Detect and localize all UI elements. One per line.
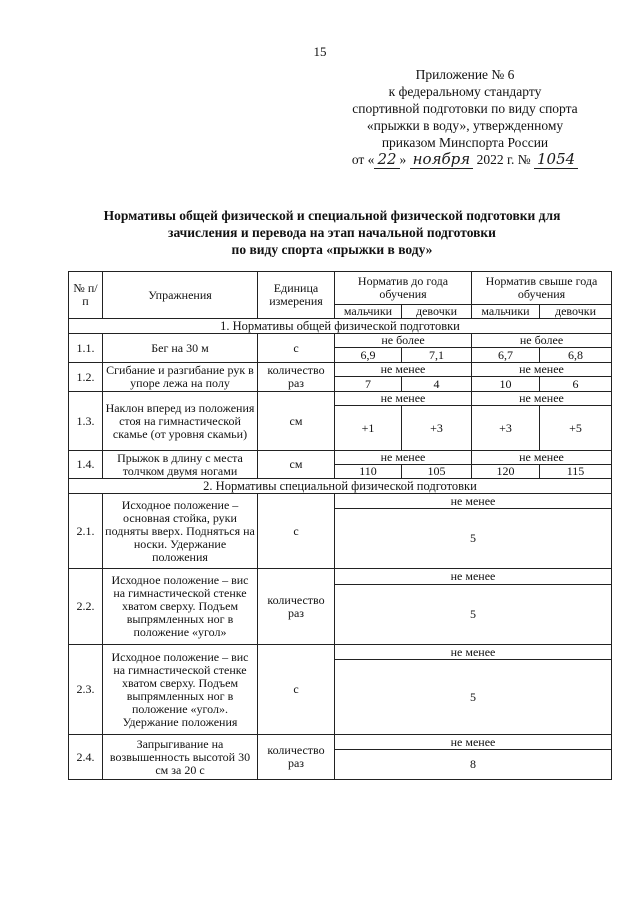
norm-condition: не более bbox=[472, 334, 612, 348]
norm-condition: не более bbox=[335, 334, 472, 348]
norm-condition: не менее bbox=[472, 363, 612, 377]
section-special-title: 2. Нормативы специальной физической подготовки bbox=[69, 479, 612, 494]
row-unit: с bbox=[258, 334, 335, 363]
page-number: 15 bbox=[313, 44, 327, 59]
handwritten-order-number: 1054 bbox=[534, 150, 578, 169]
norm-condition: не менее bbox=[472, 451, 612, 465]
norm-value: 5 bbox=[335, 660, 612, 735]
annex-block bbox=[340, 66, 590, 168]
title-line: Нормативы общей физической и специальной физической подготовки для bbox=[103, 208, 561, 223]
date-prefix: от « bbox=[351, 152, 375, 167]
annex-line: спортивной подготовки по виду спорта bbox=[352, 101, 578, 116]
row-exercise: Бег на 30 м bbox=[103, 334, 258, 363]
row-unit: с bbox=[258, 645, 335, 735]
value-boys-over-year: 10 bbox=[472, 377, 540, 392]
norm-condition: не менее bbox=[335, 735, 612, 750]
norm-condition: не менее bbox=[472, 392, 612, 406]
value-boys-over-year: +3 bbox=[472, 406, 540, 451]
annex-line: Приложение № 6 bbox=[415, 67, 515, 82]
row-unit: см bbox=[258, 451, 335, 479]
section-general-title: 1. Нормативы общей физической подготовки bbox=[69, 319, 612, 334]
norm-condition: не менее bbox=[335, 494, 612, 509]
handwritten-day: 22 bbox=[374, 150, 399, 169]
date-mid: » bbox=[399, 152, 407, 167]
value-boys-first-year: 7 bbox=[335, 377, 402, 392]
row-unit: с bbox=[258, 494, 335, 569]
row-unit: количество раз bbox=[258, 569, 335, 645]
value-girls-over-year: +5 bbox=[540, 406, 612, 451]
annex-line: приказом Минспорта России bbox=[381, 135, 549, 150]
annex-line: к федеральному стандарту bbox=[388, 84, 542, 99]
row-unit: количество раз bbox=[258, 363, 335, 392]
value-girls-over-year: 6,8 bbox=[540, 348, 612, 363]
norm-condition: не менее bbox=[335, 451, 472, 465]
value-boys-first-year: 6,9 bbox=[335, 348, 402, 363]
norm-value: 8 bbox=[335, 750, 612, 780]
value-boys-over-year: 120 bbox=[472, 465, 540, 479]
row-num: 2.1. bbox=[69, 494, 103, 569]
value-girls-first-year: +3 bbox=[402, 406, 472, 451]
norms-table bbox=[68, 271, 612, 780]
row-exercise: Исходное положение – вис на гимнастической стенке хватом сверху. Подъем выпрямленных ног в положение «угол». Удержание положения bbox=[103, 645, 258, 735]
row-exercise: Сгибание и разгибание рук в упоре лежа на полу bbox=[103, 363, 258, 392]
order-date-line bbox=[340, 151, 590, 168]
value-girls-first-year: 105 bbox=[402, 465, 472, 479]
norm-value: 5 bbox=[335, 509, 612, 569]
row-exercise: Исходное положение – вис на гимнастической стенке хватом сверху. Подъем выпрямленных ног в положение «угол» bbox=[103, 569, 258, 645]
row-num: 1.2. bbox=[69, 363, 103, 392]
row-num: 2.2. bbox=[69, 569, 103, 645]
norm-value: 5 bbox=[335, 585, 612, 645]
header-boys: мальчики bbox=[472, 305, 540, 319]
date-suffix: 2022 г. № bbox=[476, 152, 531, 167]
header-girls: девочки bbox=[402, 305, 472, 319]
row-num: 1.1. bbox=[69, 334, 103, 363]
document-title bbox=[70, 207, 594, 258]
row-num: 2.4. bbox=[69, 735, 103, 780]
header-exercise: Упражнения bbox=[103, 272, 258, 319]
row-num: 1.3. bbox=[69, 392, 103, 451]
row-num: 2.3. bbox=[69, 645, 103, 735]
value-girls-over-year: 115 bbox=[540, 465, 612, 479]
title-line: зачисления и перевода на этап начальной подготовки bbox=[168, 225, 496, 240]
row-exercise: Запрыгивание на возвышенность высотой 30 см за 20 с bbox=[103, 735, 258, 780]
title-line: по виду спорта «прыжки в воду» bbox=[231, 242, 433, 257]
value-boys-first-year: 110 bbox=[335, 465, 402, 479]
value-boys-first-year: +1 bbox=[335, 406, 402, 451]
value-girls-first-year: 4 bbox=[402, 377, 472, 392]
header-boys: мальчики bbox=[335, 305, 402, 319]
value-girls-first-year: 7,1 bbox=[402, 348, 472, 363]
annex-line: «прыжки в воду», утвержденному bbox=[366, 118, 564, 133]
norm-condition: не менее bbox=[335, 363, 472, 377]
value-girls-over-year: 6 bbox=[540, 377, 612, 392]
norm-condition: не менее bbox=[335, 392, 472, 406]
row-unit: см bbox=[258, 392, 335, 451]
row-exercise: Исходное положение – основная стойка, руки подняты вверх. Подняться на носки. Удержание положения bbox=[103, 494, 258, 569]
header-over-year: Норматив свыше года обучения bbox=[472, 272, 612, 305]
row-num: 1.4. bbox=[69, 451, 103, 479]
norm-condition: не менее bbox=[335, 645, 612, 660]
row-unit: количество раз bbox=[258, 735, 335, 780]
value-boys-over-year: 6,7 bbox=[472, 348, 540, 363]
norm-condition: не менее bbox=[335, 569, 612, 585]
header-up-to-year: Норматив до года обучения bbox=[335, 272, 472, 305]
row-exercise: Прыжок в длину с места толчком двумя ногами bbox=[103, 451, 258, 479]
header-num: № п/п bbox=[69, 272, 103, 319]
row-exercise: Наклон вперед из положения стоя на гимнастической скамье (от уровня скамьи) bbox=[103, 392, 258, 451]
header-girls: девочки bbox=[540, 305, 612, 319]
header-unit: Единица измерения bbox=[258, 272, 335, 319]
handwritten-month: ноября bbox=[410, 150, 474, 169]
